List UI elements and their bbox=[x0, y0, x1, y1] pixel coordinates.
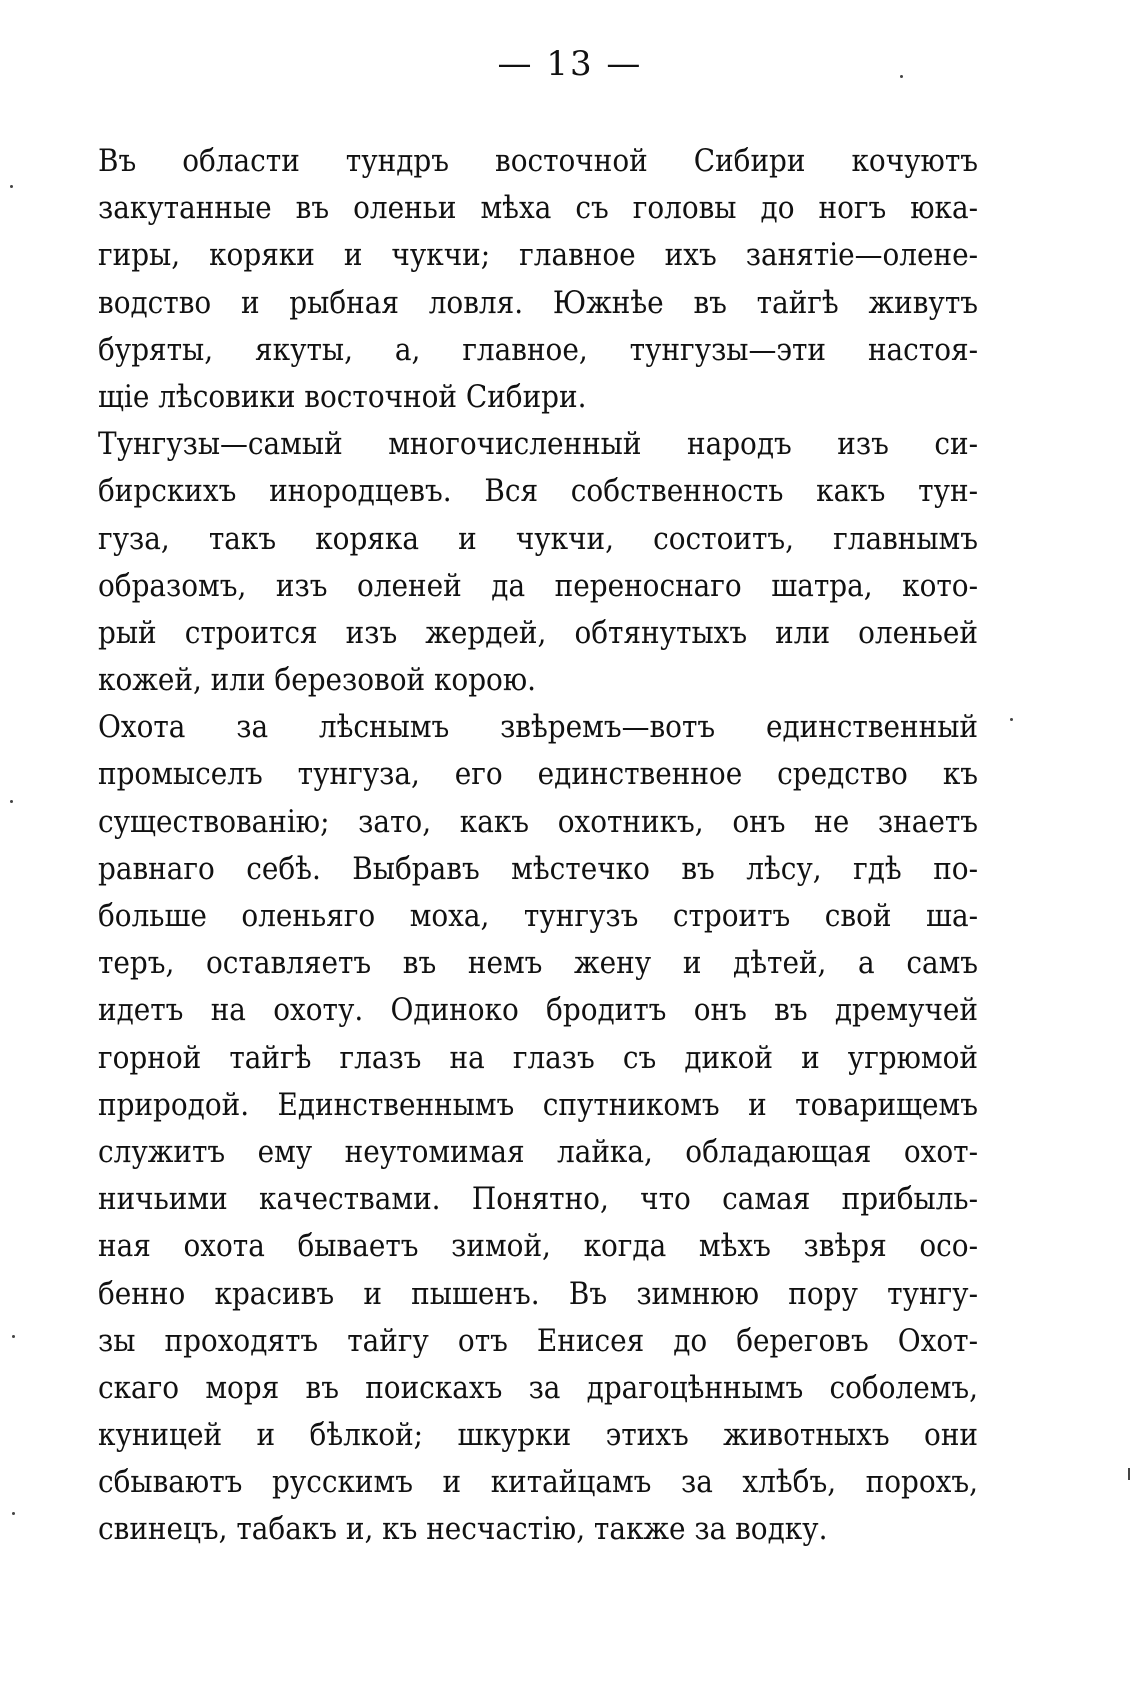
scan-speck bbox=[12, 1335, 15, 1338]
text-line: существованію; зато, какъ охотникъ, онъ не знаетъ bbox=[98, 803, 978, 840]
scan-speck bbox=[900, 75, 903, 78]
text-line: сбываютъ русскимъ и китайцамъ за хлѣбъ, порохъ, bbox=[98, 1464, 978, 1501]
text-line: кожей, или березовой корою. bbox=[98, 662, 536, 699]
text-line: Въ области тундръ восточной Сибири кочуютъ bbox=[98, 143, 978, 179]
scan-speck bbox=[12, 1512, 15, 1515]
text-line: щіе лѣсовики восточной Сибири. bbox=[98, 378, 587, 415]
text-line: Тунгузы—самый многочисленный народъ изъ си- bbox=[98, 426, 978, 463]
body-text bbox=[98, 138, 978, 1554]
text-line: скаго моря въ поискахъ за драгоцѣннымъ соболемъ, bbox=[98, 1369, 978, 1406]
text-line: служитъ ему неутомимая лайка, обладающая охот- bbox=[98, 1133, 978, 1170]
scan-speck bbox=[10, 185, 13, 188]
scan-speck bbox=[1128, 1468, 1130, 1480]
text-line: закутанные въ оленьи мѣха съ головы до ногъ юка- bbox=[98, 190, 978, 227]
page-number: — 13 — bbox=[497, 44, 643, 84]
scan-speck bbox=[10, 800, 13, 803]
text-line: больше оленьяго моха, тунгузъ строитъ свой ша- bbox=[98, 898, 978, 934]
text-line: горной тайгѣ глазъ на глазъ съ дикой и угрюмой bbox=[98, 1039, 978, 1076]
text-line: образомъ, изъ оленей да переноснаго шатра, кото- bbox=[98, 567, 978, 604]
text-line: природой. Единственнымъ спутникомъ и товарищемъ bbox=[98, 1086, 978, 1123]
text-line: зы проходятъ тайгу отъ Енисея до береговъ Охот- bbox=[98, 1322, 978, 1359]
text-line: водство и рыбная ловля. Южнѣе въ тайгѣ живутъ bbox=[98, 284, 978, 321]
text-line: бенно красивъ и пышенъ. Въ зимнюю пору тунгу- bbox=[98, 1275, 978, 1312]
scan-speck bbox=[1010, 718, 1013, 721]
text-line: теръ, оставляетъ въ немъ жену и дѣтей, а самъ bbox=[98, 945, 978, 982]
text-line: куницей и бѣлкой; шкурки этихъ животныхъ они bbox=[98, 1417, 978, 1454]
text-line: бирскихъ инородцевъ. Вся собственность какъ тун- bbox=[98, 473, 978, 510]
text-line: гиры, коряки и чукчи; главное ихъ занятіе—олене- bbox=[98, 237, 978, 274]
text-line: ничьими качествами. Понятно, что самая прибыль- bbox=[98, 1181, 978, 1218]
text-line: буряты, якуты, а, главное, тунгузы—эти настоя- bbox=[98, 331, 978, 368]
text-line: гуза, такъ коряка и чукчи, состоитъ, главнымъ bbox=[98, 520, 978, 557]
paragraph-1 bbox=[98, 138, 978, 421]
text-line: промыселъ тунгуза, его единственное средство къ bbox=[98, 756, 978, 793]
text-line: идетъ на охоту. Одиноко бродитъ онъ въ дремучей bbox=[98, 992, 978, 1029]
text-line: ная охота бываетъ зимой, когда мѣхъ звѣря осо- bbox=[98, 1228, 978, 1265]
text-line: рый строится изъ жердей, обтянутыхъ или оленьей bbox=[98, 614, 978, 651]
text-line: Охота за лѣснымъ звѣремъ—вотъ единственный bbox=[98, 709, 978, 746]
text-line: равнаго себѣ. Выбравъ мѣстечко въ лѣсу, гдѣ по- bbox=[98, 850, 978, 887]
paragraph-3 bbox=[98, 704, 978, 1553]
paragraph-2 bbox=[98, 421, 978, 704]
text-line: свинецъ, табакъ и, къ несчастію, также за водку. bbox=[98, 1511, 828, 1548]
